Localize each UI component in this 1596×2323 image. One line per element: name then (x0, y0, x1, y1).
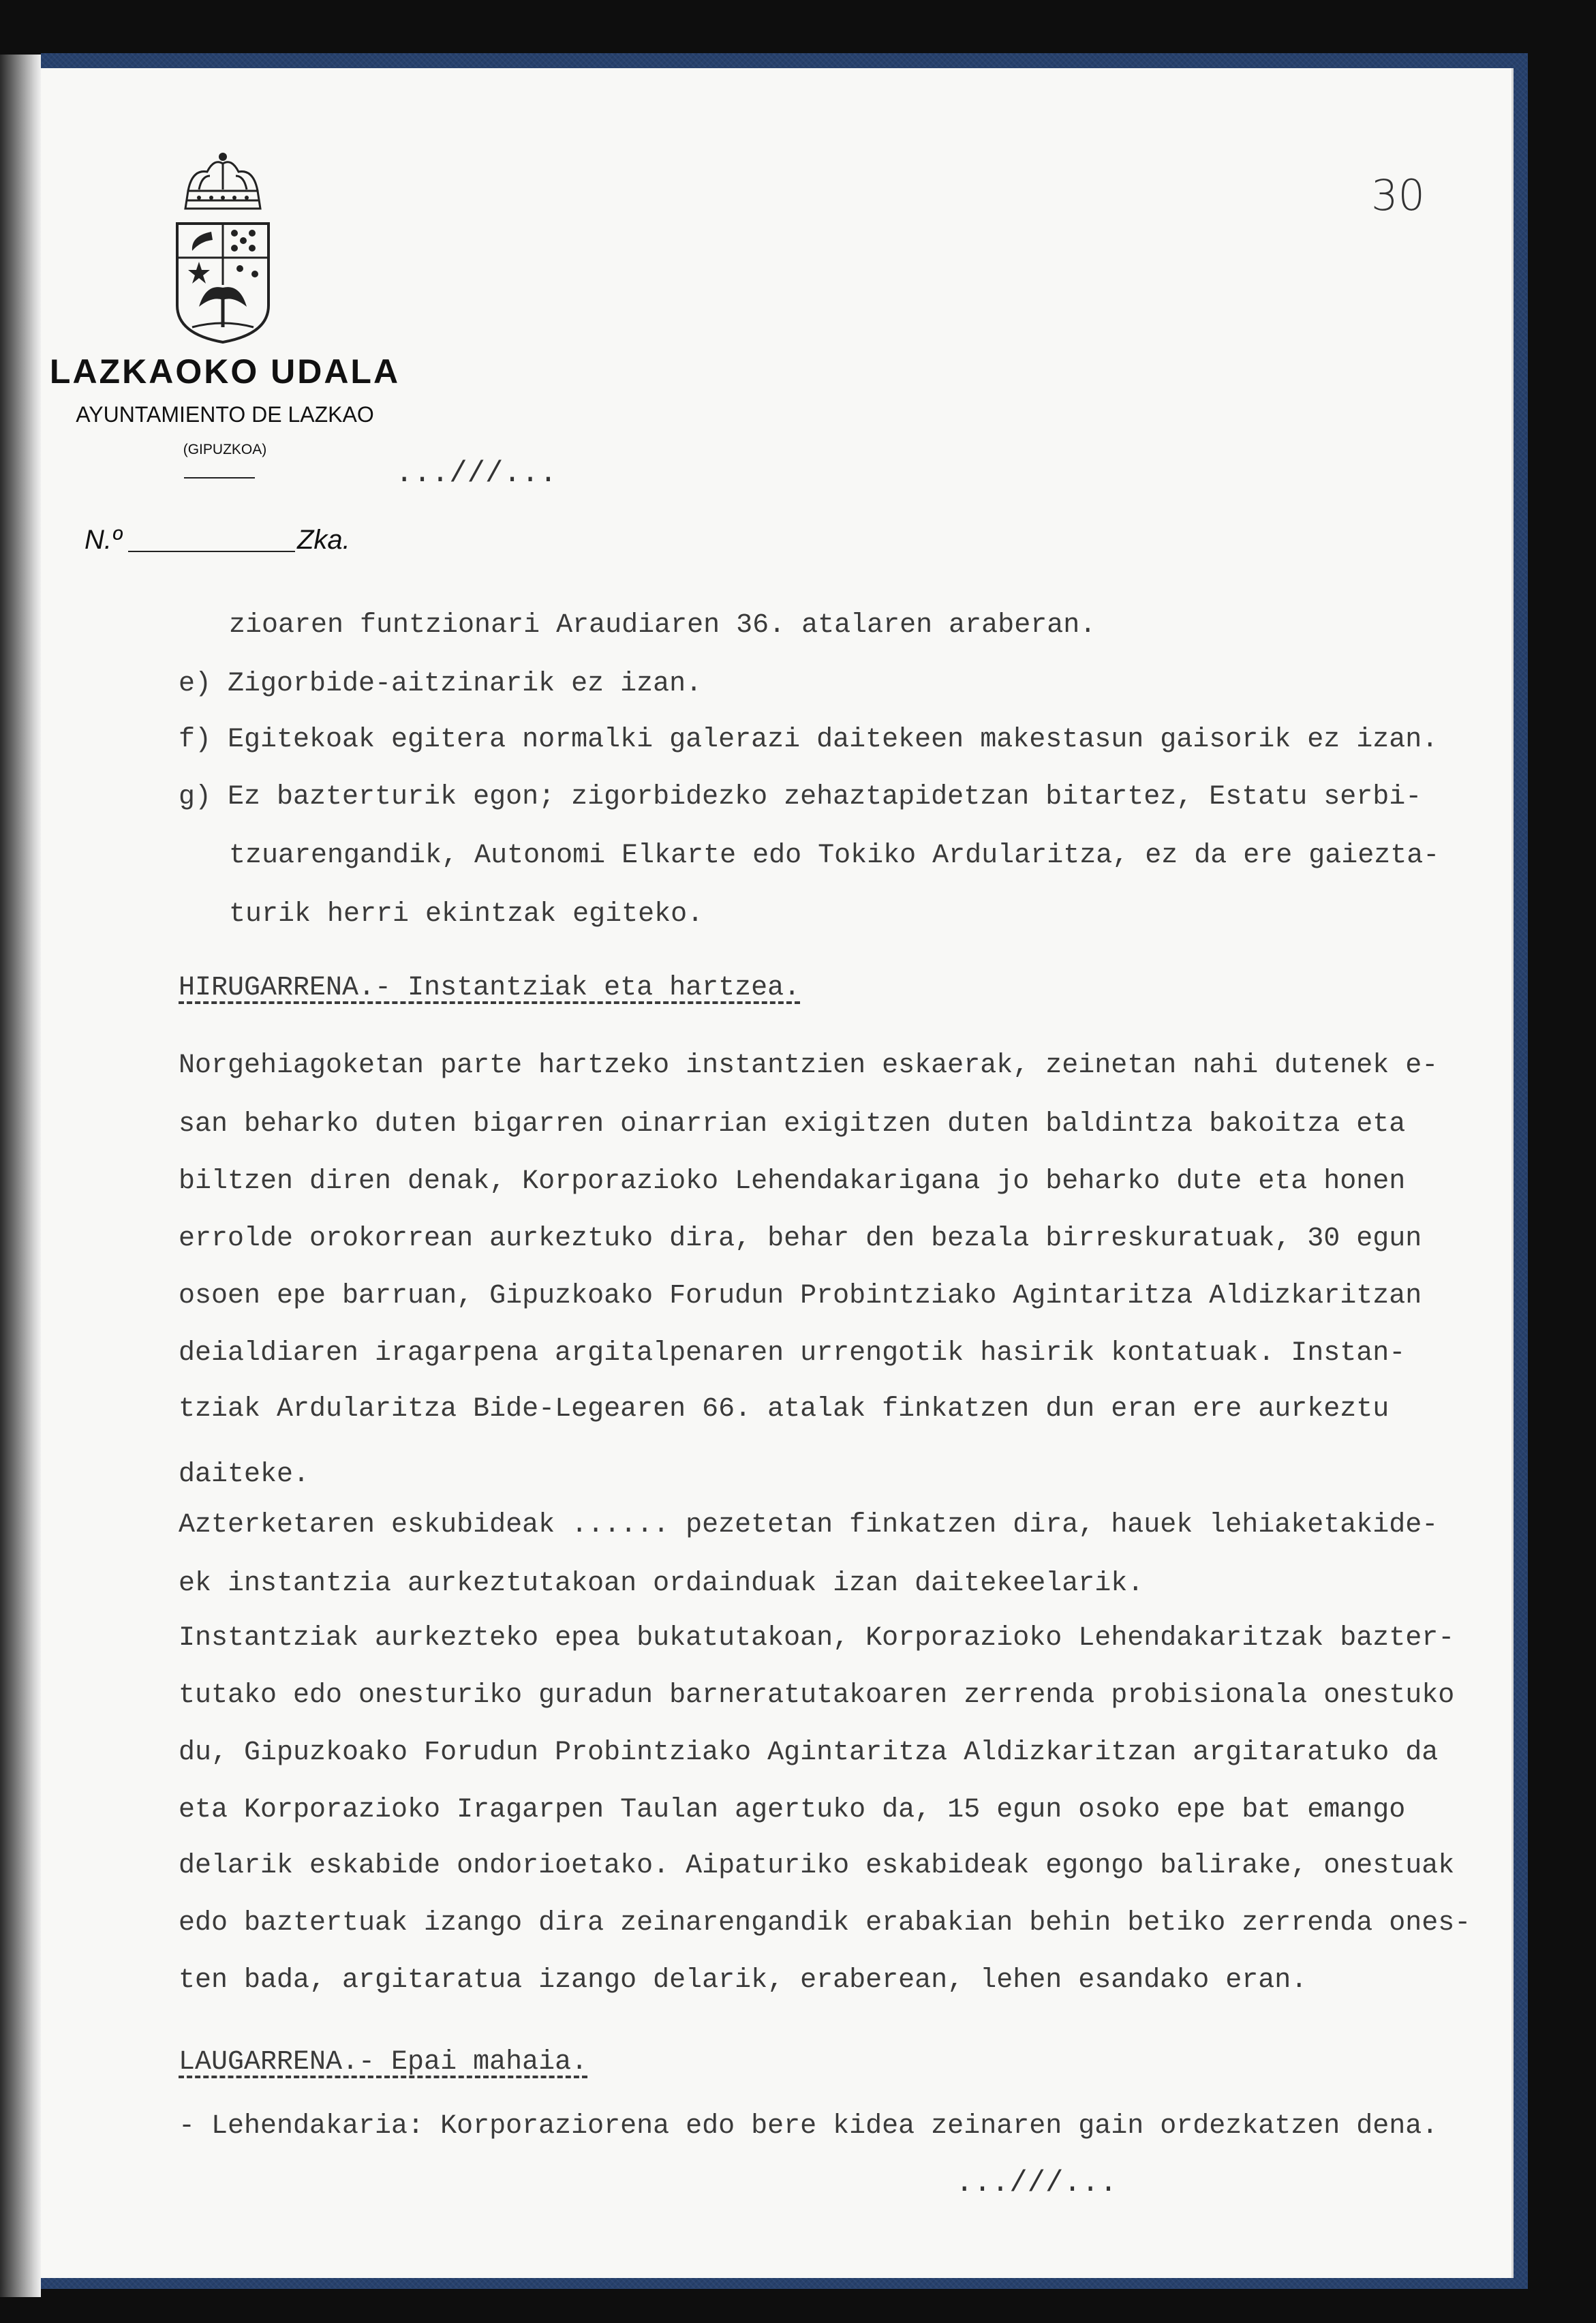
text-line: delarik eskabide ondorioetako. Aipaturiko eskabideak egongo balirake, onestuak (179, 1851, 1455, 1881)
text-line: san beharko duten bigarren oinarrian exigitzen duten baldintza bakoitza eta (179, 1109, 1406, 1140)
reference-number-line (128, 551, 295, 552)
text-line: - Lehendakaria: Korporaziorena edo bere kidea zeinaren gain ordezkatzen dena. (179, 2111, 1439, 2142)
text-line: daiteke. (179, 1459, 310, 1490)
text-line: Instantziak aurkezteko epea bukatutakoan, Korporazioko Lehendakaritzak bazter- (179, 1623, 1455, 1654)
page-number: 30 (1371, 170, 1425, 220)
page-curl (0, 55, 41, 2297)
text-line: f) Egitekoak egitera normalki galerazi daitekeen makestasun gaisorik ez izan. (179, 725, 1439, 755)
text-line: edo baztertuak izango dira zeinarengandik erabakian behin betiko zerrenda ones- (179, 1908, 1471, 1939)
text-line: g) Ez bazterturik egon; zigorbidezko zehaztapidetzan bitartez, Estatu serbi- (179, 782, 1422, 813)
text-line: du, Gipuzkoako Forudun Probintziako Agintaritza Aldizkaritzan argitaratuko da (179, 1737, 1439, 1768)
text-line: erroldе orokorrean aurkeztuko dira, behar den bezala birreskuratuak, 30 egun (179, 1224, 1422, 1254)
text-line: eta Korporazioko Iragarpen Taulan agertuko da, 15 egun osoko epe bat emango (179, 1795, 1406, 1825)
reference-number-label: N.º (85, 525, 122, 555)
continuation-mark-top: ...///... (395, 457, 557, 491)
continuation-mark-bottom: ...///... (955, 2166, 1118, 2200)
organization-province: (GIPUZKOA) (183, 442, 267, 457)
text-line: tzuarengandik, Autonomi Elkarte edo Tokiko Ardularitza, ez da ere gaiezta- (229, 840, 1440, 871)
text-line: e) Zigorbide-aitzinarik ez izan. (179, 669, 703, 699)
text-line: tutako edo onesturiko guradun barneratutakoaren zerrenda probisionala onestuko (179, 1680, 1455, 1711)
text-line: ten bada, argitaratua izango delarik, eraberean, lehen esandako eran. (179, 1965, 1308, 1996)
text-line: tziak Ardularitza Bide-Legearen 66. atalak finkatzen dun eran ere aurkeztu (179, 1394, 1390, 1425)
text-line: Norgehiagoketan parte hartzeko instantzien eskaerak, zeinetan nahi dutenek e- (179, 1050, 1439, 1081)
text-line: osoen epe barruan, Gipuzkoako Forudun Probintziako Agintaritza Aldizkaritzan (179, 1281, 1422, 1311)
letterhead-rule (184, 477, 255, 479)
text-line: turik herri ekintzak egiteko. (229, 899, 704, 930)
text-line: biltzen diren denak, Korporazioko Lehendakarigana jo beharko dute eta honen (179, 1166, 1406, 1197)
text-line: ek instantzia aurkeztutakoan ordainduak izan daitekeelarik. (179, 1568, 1144, 1599)
organization-name: LAZKAOKO UDALA (49, 352, 401, 391)
text-line: Azterketaren eskubideak ...... pezetetan finkatzen dira, hauek lehiaketakide- (179, 1510, 1439, 1540)
reference-number-suffix: Zka. (297, 525, 350, 555)
section-heading: HIRUGARRENA.- Instantziak eta hartzea. (179, 973, 801, 1003)
organization-subtitle: AYUNTAMIENTO DE LAZKAO (76, 402, 374, 427)
section-heading: LAUGARRENA.- Epai mahaia. (179, 2047, 588, 2078)
text-line: deialdiaren iragarpena argitalpenaren urrengotik hasirik kontatuak. Instan- (179, 1338, 1406, 1369)
text-line: zioaren funtzionari Araudiaren 36. atalaren araberan. (229, 610, 1096, 641)
coat-of-arms-icon (172, 149, 274, 346)
